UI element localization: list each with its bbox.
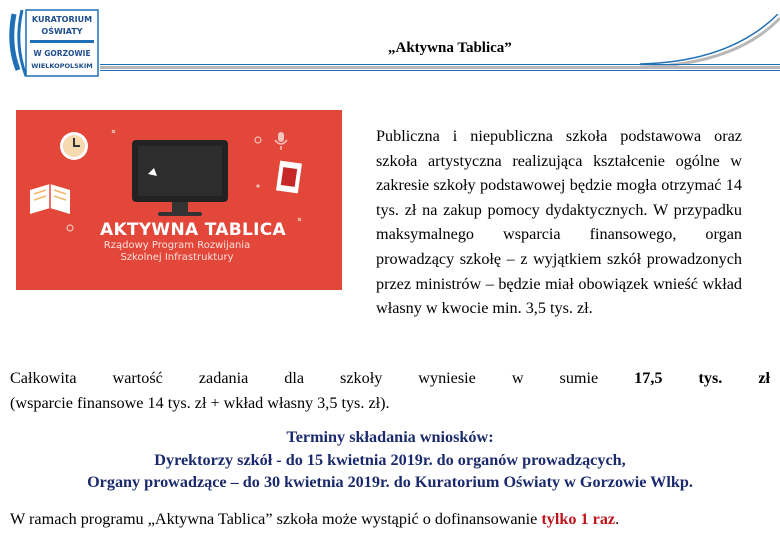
decor-circle (255, 137, 261, 143)
page-title: „Aktywna Tablica” (388, 40, 512, 56)
total-word: wartość (112, 369, 163, 387)
total-word: szkoły (340, 369, 383, 387)
total-word: Całkowita (10, 369, 77, 387)
funding-limit-highlight: tylko 1 raz (541, 510, 616, 528)
total-word: wyniesie (418, 369, 476, 387)
clock-icon (60, 132, 88, 160)
banner-subtitle (102, 240, 252, 264)
decor-cross (298, 218, 301, 221)
total-value (10, 366, 770, 415)
header-rule-grey (100, 66, 780, 69)
decor-cross (112, 130, 115, 133)
deadline-directors: Dyrektorzy szkół - do 15 kwietnia 2019r. do organów prowadzących, (154, 450, 626, 469)
logo-line-1: KURATORIUM (31, 15, 93, 24)
banner-subtitle-line-2: Szkolnej Infrastruktury (120, 252, 234, 263)
decor-circle (67, 225, 73, 231)
logo-line-4: WIELKOPOLSKIM (31, 62, 93, 70)
deadlines-heading: Terminy składania wniosków: (286, 428, 494, 446)
banner-subtitle-line-1: Rządowy Program Rozwijania (103, 240, 251, 251)
logo-line-2: OŚWIATY (41, 27, 83, 36)
total-currency: zł (758, 369, 770, 387)
microphone-icon (275, 132, 287, 150)
deadline-authorities: Organy prowadzące – do 30 kwietnia 2019r. do Kuratorium Oświaty w Gorzowie Wlkp. (87, 473, 693, 492)
funding-note (10, 510, 619, 529)
header-rule (100, 64, 780, 65)
monitor-icon (132, 140, 228, 216)
banner-title: AKTYWNA TABLICA (100, 220, 286, 240)
program-description: Publiczna i niepubliczna szkoła podstawowa oraz szkoła artystyczna realizująca kształcenie ogólne w zakresie szkoły podstawowej będzie mogła otrzymać 14 tys. zł na zakup pomocy dydaktycznych. W przypadku maksymalnego wsparcia finansowego, organ prowadzący szkołę – z wyjątkiem szkół prowadzonych przez ministrów – będzie miał obowiązek wnieść wkład własny w kwocie min. 3,5 tys. zł. (376, 127, 742, 318)
total-line-1 (10, 366, 770, 391)
total-unit: tys. (698, 369, 723, 387)
kuratorium-logo (4, 4, 102, 82)
header-rule-bottom (100, 70, 780, 71)
program-banner (16, 110, 342, 290)
decor-plus (256, 184, 260, 188)
book-icon (30, 184, 70, 214)
total-word: sumie (559, 369, 599, 387)
total-line-2: (wsparcie finansowe 14 tys. zł + wkład własny 3,5 tys. zł). (10, 393, 390, 412)
total-amount: 17,5 (634, 369, 663, 387)
decorative-curve (640, 14, 780, 70)
application-deadlines (0, 426, 780, 494)
total-word: dla (284, 369, 305, 387)
funding-note-text: W ramach programu „Aktywna Tablica” szkoła może wystąpić o dofinansowanie (10, 510, 542, 528)
notebook-icon (276, 161, 302, 194)
total-word: w (511, 369, 524, 387)
total-word: zadania (198, 369, 249, 387)
funding-note-end: . (615, 510, 620, 528)
logo-line-3: W GORZOWIE (33, 49, 91, 58)
